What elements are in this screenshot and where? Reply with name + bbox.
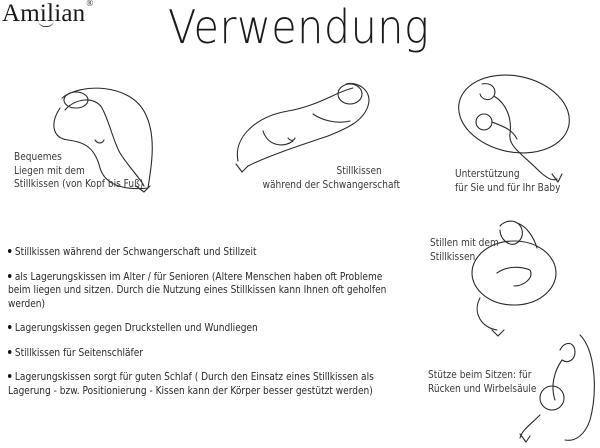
bullet-icon — [8, 274, 11, 278]
bullet-text: Lagerung - bzw. Positionierung - Kissen kann der Körper besser gestützt werden) — [8, 384, 373, 397]
page-title: Verwendung — [168, 0, 430, 54]
bullet-item — [8, 371, 386, 398]
bullet-text: Stillkissen für Seitenschläfer — [14, 346, 143, 359]
caption-line: Stillkissen — [430, 250, 476, 263]
bullet-text: Lagerungskissen gegen Druckstellen und Wundliegen — [14, 322, 258, 334]
bullet-text: beim liegen und sitzen. Durch die Nutzung eines Stillkissen kann Ihnen oft geholfen — [8, 284, 387, 296]
caption-line: Stillen mit dem — [430, 237, 499, 249]
caption-nursing — [430, 237, 499, 264]
caption-line: Rücken und Wirbelsäule — [428, 382, 537, 395]
pregnant-woman-hugging-pillow-icon — [228, 76, 378, 176]
bullet-text: werden) — [8, 297, 46, 310]
bullet-text: Stillkissen während der Schwangerschaft und Stillzeit — [14, 246, 257, 258]
caption-pregnancy — [262, 165, 401, 192]
bullet-icon — [8, 249, 11, 253]
caption-line: Stillkissen (von Kopf bis Fuß) — [14, 178, 144, 190]
caption-lying — [14, 151, 143, 192]
caption-line: Stillkissen — [336, 165, 382, 177]
caption-line: Stütze beim Sitzen: für — [428, 369, 532, 381]
bullet-item — [8, 246, 386, 260]
caption-mother-baby — [455, 168, 560, 195]
brand-name: Amilian — [2, 0, 86, 27]
bullet-icon — [8, 325, 11, 329]
registered-mark: ® — [86, 0, 94, 8]
caption-line: Bequemes — [14, 151, 62, 163]
bullet-icon — [8, 374, 11, 378]
bullet-item — [8, 271, 386, 312]
caption-line: Liegen mit dem — [14, 164, 85, 177]
caption-line: für Sie und für Ihr Baby — [455, 181, 561, 194]
caption-line: Unterstützung — [455, 168, 520, 180]
caption-sitting — [428, 369, 536, 396]
bullet-item — [8, 322, 386, 336]
nursing-mother-pillow-icon — [462, 218, 572, 338]
bullet-item — [8, 347, 386, 361]
caption-line: während der Schwangerschaft — [262, 178, 401, 191]
bullet-text: als Lagerungskissen im Alter / für Senioren (Altere Menschen haben oft Probleme — [14, 270, 383, 283]
bullet-text: Lagerungskissen sorgt für guten Schlaf ( Durch den Einsatz eines Stillkissen als — [14, 371, 374, 383]
bullet-icon — [8, 350, 11, 354]
usage-bullet-list — [8, 246, 388, 409]
